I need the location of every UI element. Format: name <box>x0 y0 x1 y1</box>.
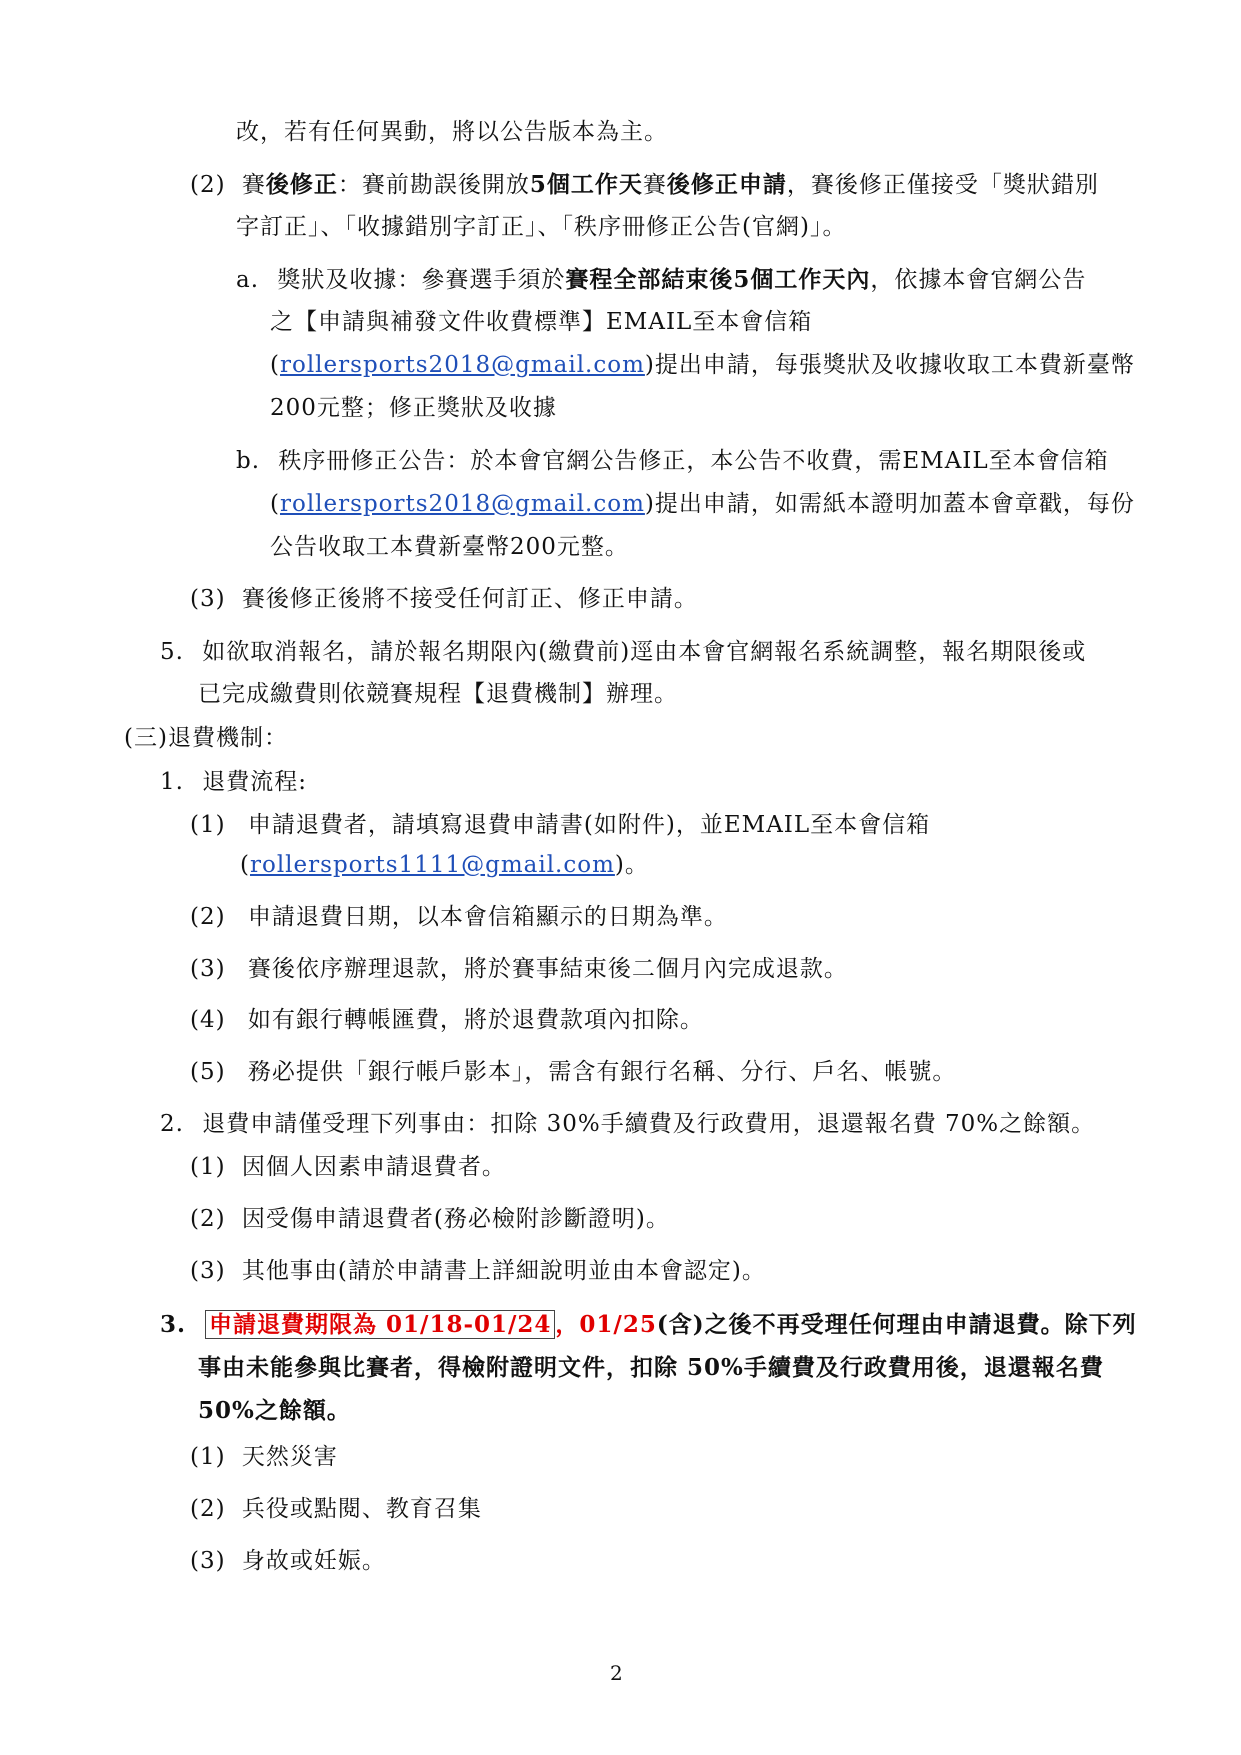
line-text: ，依據本會官網公告 <box>870 267 1087 293</box>
item-number: (3) <box>190 586 226 612</box>
line-text: 因個人因素申請退費者。 <box>241 1154 506 1180</box>
line-text: 退費流程: <box>202 769 308 795</box>
item-no-further-correction <box>190 584 698 614</box>
line-text: )提出申請，如需紙本證明加蓋本會章戳，每份 <box>644 491 1135 517</box>
email-link[interactable]: rollersports2018@gmail.com <box>279 352 645 378</box>
line-text: 兵役或點閱、教育召集 <box>241 1496 482 1522</box>
item-number: (1) <box>190 1444 226 1470</box>
line-text: 務必提供「銀行帳戶影本」，需含有銀行名稱、分行、戶名、帳號。 <box>247 1059 957 1085</box>
section-title: (三)退費機制： <box>124 725 288 751</box>
item-military-service <box>190 1494 482 1524</box>
item-number: (2) <box>190 172 226 198</box>
line-text: 賽後依序辦理退款，將於賽事結束後二個月內完成退款。 <box>247 956 848 982</box>
item-number: (3) <box>190 1548 226 1574</box>
item-certificates-receipts <box>236 265 1086 295</box>
item-personal-reason <box>190 1152 506 1182</box>
item-apply-refund <box>190 810 930 840</box>
item-number: (2) <box>190 1496 226 1522</box>
item-number: b. <box>236 448 261 474</box>
item-injury-reason <box>190 1204 670 1234</box>
line-text: 其他事由(請於申請書上詳細說明並由本會認定)。 <box>241 1258 766 1284</box>
item-other-reason <box>190 1256 766 1286</box>
bold-text: (含)之後不再受理任何理由申請退費。除下列 <box>656 1311 1137 1338</box>
line-text: 如欲取消報名，請於報名期限內(繳費前)逕由本會官網報名系統調整，報名期限後或 <box>202 639 1087 665</box>
item-refund-date <box>190 902 728 932</box>
line-text: 申請退費日期，以本會信箱顯示的日期為準。 <box>247 904 728 930</box>
section-heading-refund <box>124 723 288 753</box>
line-text: 申請退費者，請填寫退費申請書(如附件)，並EMAIL至本會信箱 <box>247 812 931 838</box>
item-number: 3. <box>160 1311 187 1338</box>
line-text: 天然災害 <box>241 1444 338 1470</box>
item-natural-disaster <box>190 1442 338 1472</box>
item-refund-deadline <box>160 1310 1137 1340</box>
line-text: ( <box>270 491 280 517</box>
line-text: 賽後修正後將不接受任何訂正、修正申請。 <box>241 586 698 612</box>
text-line <box>270 489 1135 519</box>
line-text: 200元整；修正獎狀及收據 <box>270 395 557 421</box>
item-post-race-correction <box>190 170 1099 200</box>
text-line <box>270 532 629 562</box>
item-number: (4) <box>190 1007 226 1033</box>
line-text: 改，若有任何異動，將以公告版本為主。 <box>236 119 668 145</box>
line-text: 賽 <box>642 172 667 198</box>
line-text: 如有銀行轉帳匯費，將於退費款項內扣除。 <box>247 1007 704 1033</box>
item-number: 1. <box>160 769 184 795</box>
line-text: ( <box>270 352 280 378</box>
line-text: 秩序冊修正公告：於本會官網公告修正，本公告不收費，需EMAIL至本會信箱 <box>278 448 1109 474</box>
item-refund-reasons <box>160 1109 1095 1139</box>
item-number: 2. <box>160 1111 184 1137</box>
item-number: (1) <box>190 812 226 838</box>
item-number: (5) <box>190 1059 226 1085</box>
line-text: 身故或妊娠。 <box>241 1548 386 1574</box>
item-program-correction <box>236 446 1109 476</box>
text-line <box>236 117 668 147</box>
text-line <box>270 350 1135 380</box>
email-link[interactable]: rollersports2018@gmail.com <box>279 491 645 517</box>
line-text: 因受傷申請退費者(務必檢附診斷證明)。 <box>241 1206 670 1232</box>
bold-text: 事由未能參與比賽者，得檢附證明文件，扣除 50%手續費及行政費用後，退還報名費 <box>198 1354 1104 1381</box>
item-death-pregnancy <box>190 1546 386 1576</box>
bold-text: 5個工作天 <box>529 171 643 198</box>
item-number: a. <box>236 267 260 293</box>
line-text: 已完成繳費則依競賽規程【退費機制】辦理。 <box>198 681 678 707</box>
line-text: )。 <box>614 852 649 878</box>
line-text: 退費申請僅受理下列事由：扣除 30%手續費及行政費用，退還報名費 70%之餘額。 <box>202 1111 1096 1137</box>
line-text: ：賽前勘誤後開放 <box>337 172 530 198</box>
email-link[interactable]: rollersports1111@gmail.com <box>249 852 615 878</box>
item-refund-timeline <box>190 954 848 984</box>
line-text: 公告收取工本費新臺幣200元整。 <box>270 534 629 560</box>
item-number: (3) <box>190 956 226 982</box>
line-text: 字訂正」、「收據錯別字訂正」、「秩序冊修正公告(官網)」。 <box>236 214 847 240</box>
bold-text: 賽程全部結束後5個工作天內 <box>565 266 871 293</box>
item-bank-copy <box>190 1057 956 1087</box>
item-number: (3) <box>190 1258 226 1284</box>
item-number: (2) <box>190 1206 226 1232</box>
item-transfer-fee <box>190 1005 704 1035</box>
item-number: (2) <box>190 904 226 930</box>
text-line <box>236 212 846 242</box>
item-cancel-registration <box>160 637 1086 667</box>
line-text: ，賽後修正僅接受「獎狀錯別 <box>786 172 1099 198</box>
bold-text: 50%之餘額。 <box>198 1397 351 1424</box>
line-text: 獎狀及收據：參賽選手須於 <box>277 267 566 293</box>
line-text: ( <box>240 852 250 878</box>
text-line <box>270 393 557 423</box>
item-number: 5. <box>160 639 184 665</box>
line-text: )提出申請，每張獎狀及收據收取工本費新臺幣 <box>644 352 1135 378</box>
deadline-highlight: 申請退費期限為 01/18-01/24 <box>205 1310 555 1339</box>
bold-text: 後修正申請 <box>666 171 787 198</box>
page-number: 2 <box>610 1661 623 1685</box>
bold-text: 後修正 <box>265 171 338 198</box>
text-line <box>198 1353 1104 1383</box>
text-line <box>270 307 812 337</box>
text-line <box>198 679 678 709</box>
text-line <box>240 850 649 880</box>
item-refund-process <box>160 767 307 797</box>
red-text: ，01/25 <box>555 1311 657 1338</box>
item-number: (1) <box>190 1154 226 1180</box>
line-text: 之【申請與補發文件收費標準】EMAIL至本會信箱 <box>270 309 813 335</box>
line-text: 賽 <box>241 172 266 198</box>
text-line <box>198 1396 351 1426</box>
